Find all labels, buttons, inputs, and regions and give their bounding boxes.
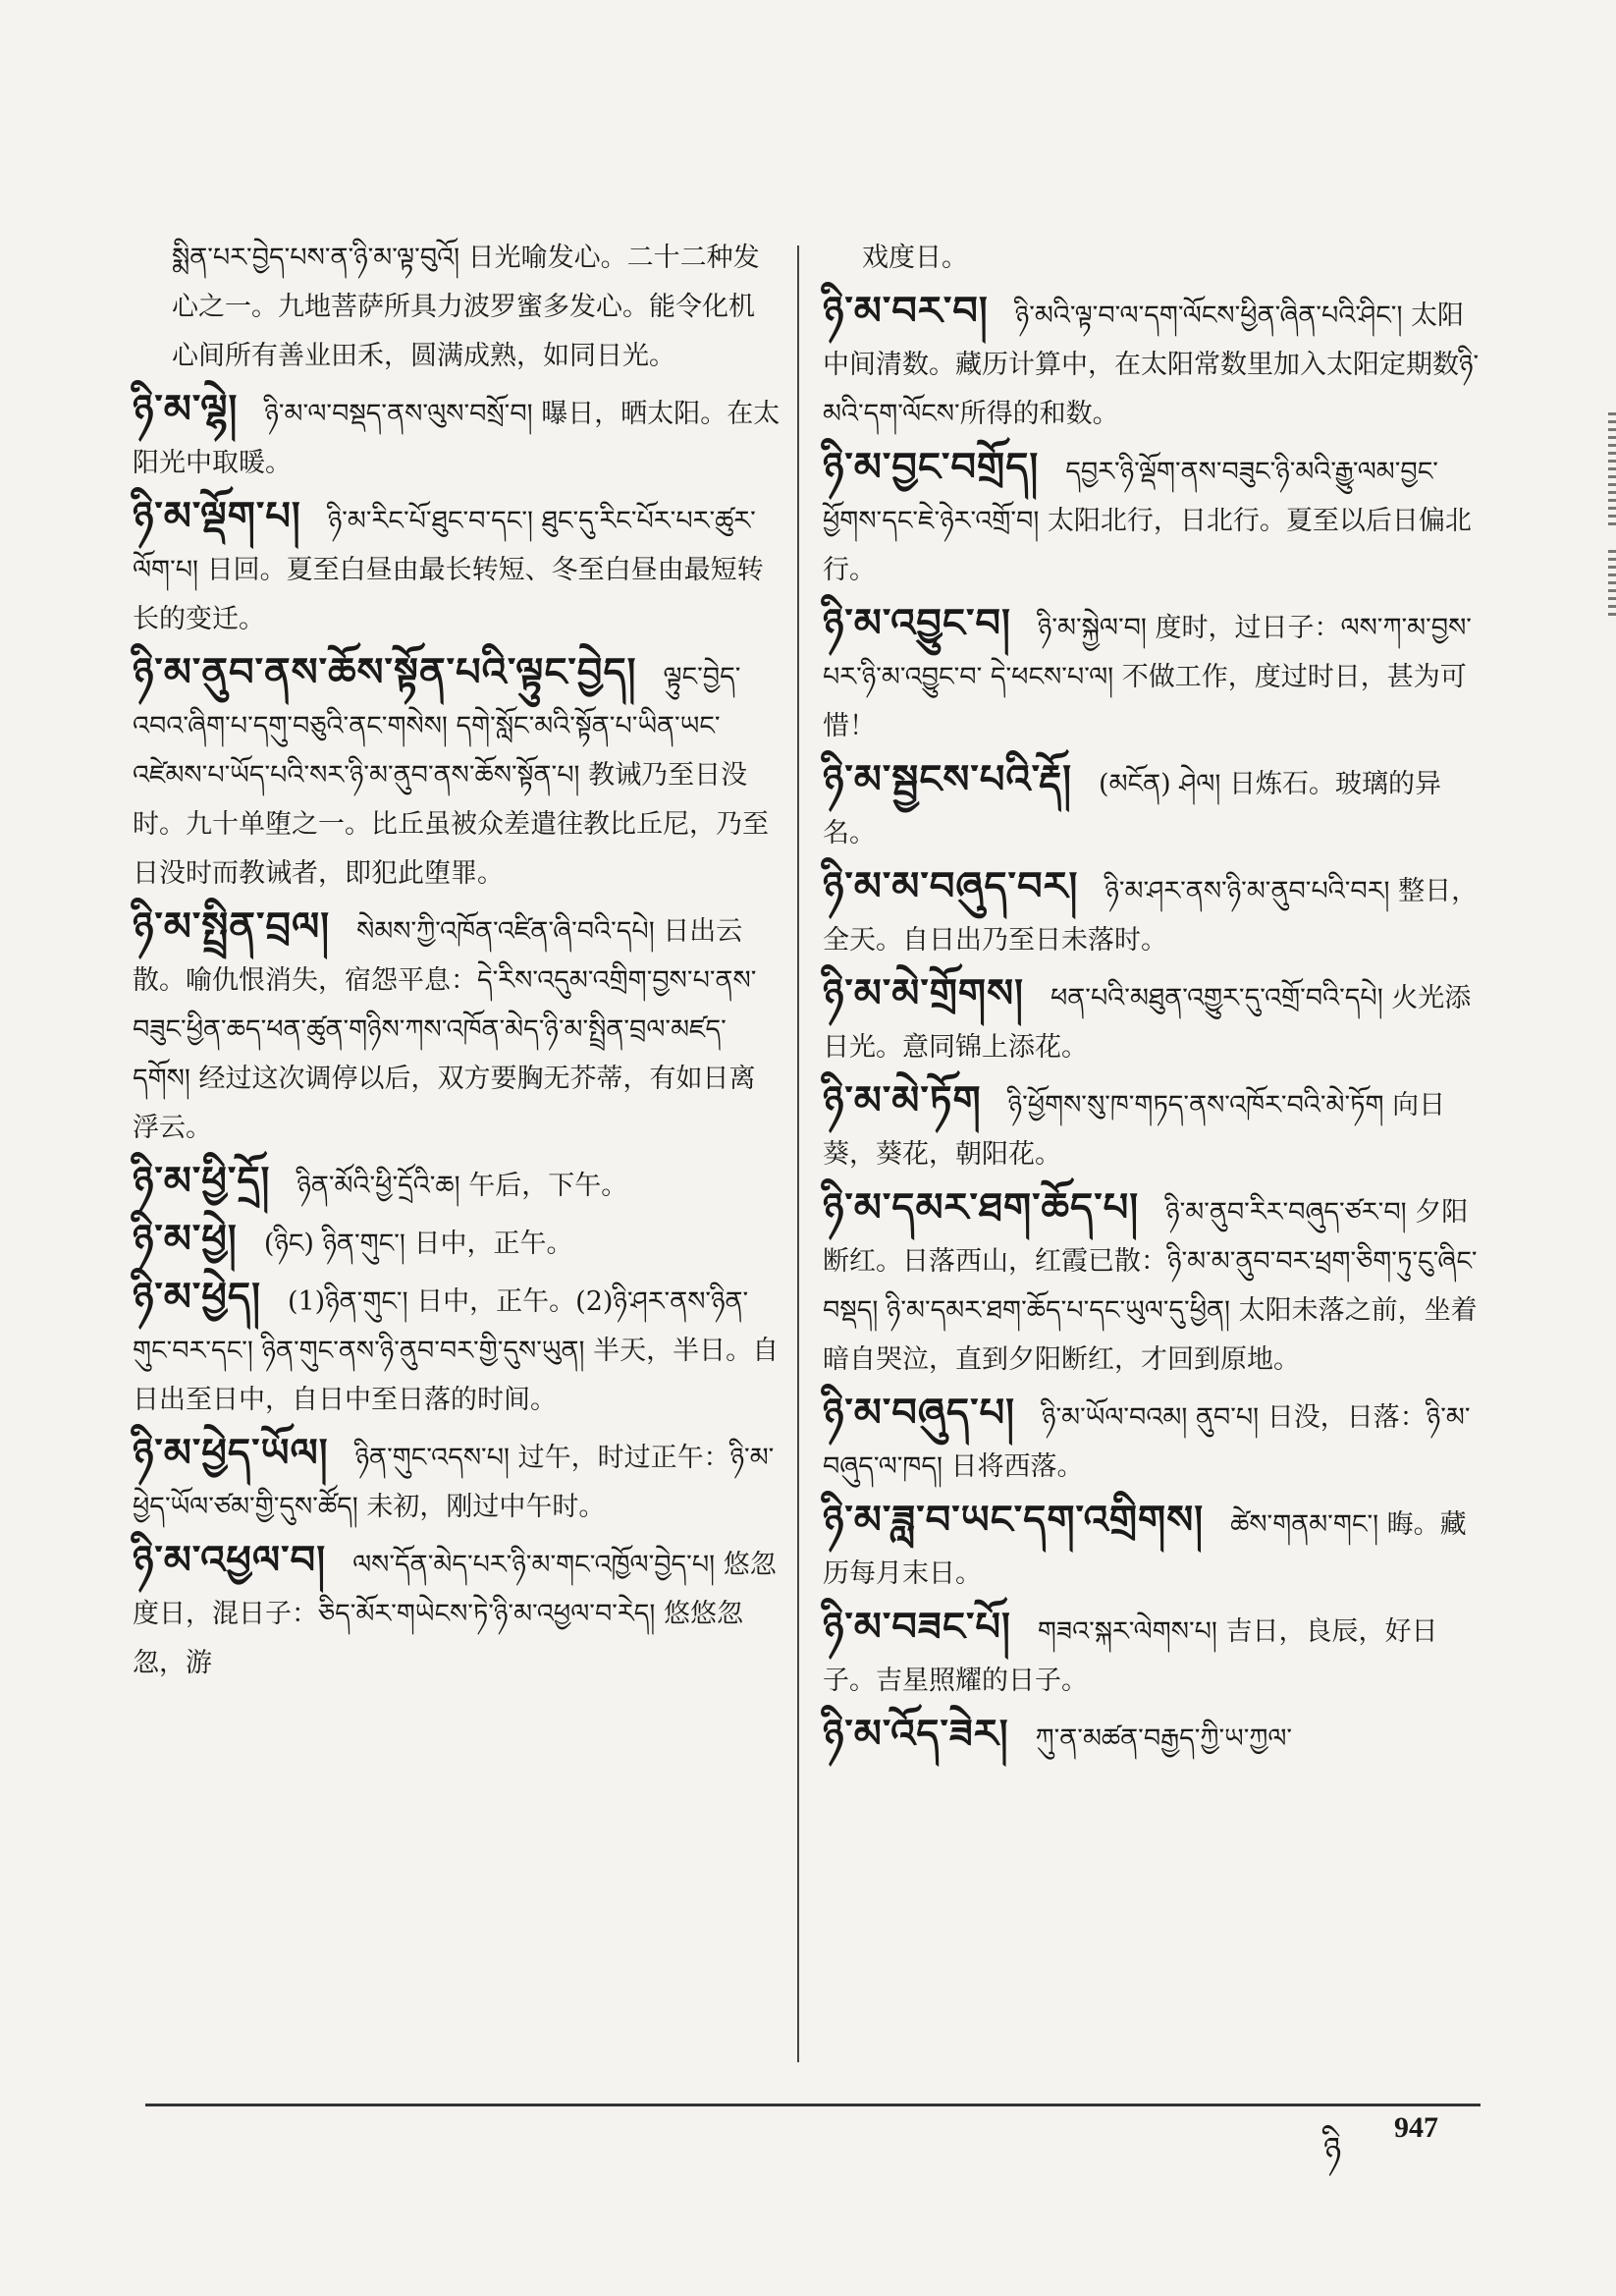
entry-definition: ཀུ་ན་མཚན་བརྒྱད་ཀྱི་ཡ་ཀྱལ་ [1035, 1723, 1293, 1754]
dictionary-entry [823, 1496, 1482, 1599]
entry-headword: ཉི་མ་ལྷེ། [133, 386, 239, 432]
entry-headword: ཉི་མ་འབྱུང་བ། [823, 600, 1011, 646]
dictionary-entry [823, 755, 1482, 858]
dictionary-entry [133, 648, 781, 899]
entry-headword: ཉི་མ་ཕྱེད། [133, 1274, 261, 1320]
dictionary-entry [133, 1429, 781, 1532]
entry-headword: ཉི་མ་མེ་གྲོགས། [823, 970, 1024, 1016]
entry-definition: ཉི་མ་རིང་པོ་ཐུང་བ་དང་། ཐུང་དུ་རིང་པོར་པར་ཚུར་ལོག་པ། 日回。夏至白昼由最长转短、冬至白昼由最短转长的变迁。 [133, 506, 764, 634]
dictionary-entry [133, 1536, 781, 1688]
dictionary-entry [133, 1215, 781, 1269]
dictionary-entry [823, 1183, 1482, 1385]
dictionary-entry [133, 1273, 781, 1425]
entry-definition: (མངོན) ཤེལ། 日炼石。玻璃的异名。 [823, 769, 1441, 848]
dictionary-entry [823, 599, 1482, 751]
entry-headword: ཉི་མ་ལྡོག་པ། [133, 493, 301, 539]
dictionary-entry [133, 902, 781, 1153]
continuation-text: 戏度日。 [862, 243, 968, 273]
entry-definition: ཚེས་གནམ་གང་། 晦。藏历每月末日。 [823, 1509, 1467, 1589]
entry-definition: ཉི་མ་ཡོལ་བའམ། ནུབ་པ། 日没，日落：ཉི་མ་བཞུད་ལ་ཁད། 日将西落。 [823, 1402, 1471, 1482]
entry-definition: ལྟུང་བྱེད་འབའ་ཞིག་པ་དགུ་བཅུའི་ནང་གསེས། དགེ་སློང་མའི་སྟོན་པ་ཡིན་ཡང་འཛེམས་པ་ཡོད་པའི་སར་ཉི་མ་ནུབ་ནས་ཆོས་སྟོན་པ། 教诫乃至日没时。九十单堕之一。比丘虽被众差遣往教比丘尼，乃至日没时而教诫者，即犯此堕罪。 [133, 662, 769, 889]
entry-headword: ཉི་མ་འཕྱལ་བ། [133, 1537, 327, 1583]
entry-headword: ཉི་མ་བྱང་བགྲོད། [823, 444, 1040, 490]
entry-definition: ཉི་མ་ཤར་ནས་ཉི་མ་ནུབ་པའི་བར། 整日，全天。自日出乃至日未落时。 [823, 876, 1479, 956]
dictionary-entry [823, 862, 1482, 965]
dictionary-entry [823, 287, 1482, 439]
dictionary-entry [823, 969, 1482, 1072]
dictionary-entry [823, 1710, 1482, 1764]
dictionary-entry [823, 1076, 1482, 1179]
dictionary-entry [823, 1603, 1482, 1706]
scan-margin-marks [1608, 412, 1616, 530]
entry-headword: ཉི་མ་བར་བ། [823, 288, 989, 334]
entry-definition: ཉི་མ་ནུབ་རིར་བཞུད་ཙར་བ། 夕阳断红。日落西山，红霞已散：ཉི་མ་མ་ནུབ་བར་ཕྲག་ཅིག་ཏུ་ངུ་ཞིང་བསྡད། ཉི་མ་དམར་ཐག་ཆོད་པ་དང་ཡུལ་དུ་ཕྱིན། 太阳未落之前，坐着暗自哭泣，直到夕阳断红，才回到原地。 [823, 1197, 1478, 1375]
entry-definition: ཉི་མ་སྐྱེལ་བ། 度时，过日子：ལས་ཀ་མ་བྱས་པར་ཉི་མ་འབྱུང་བ་ དེ་ཕངས་པ་ལ། 不做工作，度过时日，甚为可惜！ [823, 613, 1472, 741]
entry-definition: ཉིན་གུང་འདས་པ། 过午，时过正午：ཉི་མ་ཕྱེད་ཡོལ་ཙམ་གྱི་དུས་ཚོད། 未初，刚过中午时。 [133, 1443, 775, 1522]
entry-headword: ཉི་མ་ཟླ་བ་ཡང་དག་འགྲིགས། [823, 1497, 1205, 1543]
entry-headword: ཉི་མ་སྤྲིན་བྲལ། [133, 903, 331, 950]
entry-headword: ཉི་མ་འོད་ཟེར། [823, 1711, 1009, 1757]
continuation-text: སྨིན་པར་བྱེད་པས་ན་ཉི་མ་ལྟ་བུའོ། 日光喻发心。二十二种发心之一。九地菩萨所具力波罗蜜多发心。能令化机心间所有善业田禾，圆满成熟，如同日光。 [172, 243, 760, 371]
entry-headword: ཉི་མ་སྦྱངས་པའི་རྡོ། [823, 756, 1073, 802]
right-column [823, 234, 1482, 1768]
entry-headword: ཉི་མ་བཟང་པོ། [823, 1604, 1011, 1650]
entry-headword: ཉི་མ་བཞུད་པ། [823, 1390, 1015, 1436]
entry-definition: ཕན་པའི་མཐུན་འགྱུར་དུ་འགྲོ་བའི་དཔེ། 火光添日光。意同锦上添花。 [823, 983, 1472, 1063]
page-number: 947 [1394, 2111, 1438, 2144]
entry-definition: ཉིན་མོའི་ཕྱི་དྲོའི་ཆ། 午后，下午。 [296, 1171, 628, 1201]
entry-definition: སེམས་ཀྱི་འཁོན་འཛིན་ཞི་བའི་དཔེ། 日出云散。喻仇恨消失，宿怨平息：དེ་རིས་འདུམ་འགྲིག་བྱས་པ་ནས་བཟུང་ཕྱིན་ཆད་ཕན་ཚུན་གཉིས་ཀས་འཁོན་མེད་ཉི་མ་སྤྲིན་བྲལ་མཛད་དགོས། 经过这次调停以后，双方要胸无芥蒂，有如日离浮云。 [133, 916, 757, 1143]
entry-headword: ཉི་མ་མེ་ཏོག [823, 1077, 982, 1123]
entry-definition: ཉི་མའི་ལྟ་བ་ལ་དག་ལོངས་ཕྱིན་ཞིན་པའི་ཤིང་། 太阳中间清数。藏历计算中，在太阳常数里加入太阳定期数ཉི་མའི་དག་ལོངས་所得的和数。 [823, 301, 1480, 429]
footer-rule [145, 2104, 1481, 2106]
dictionary-entry [133, 385, 781, 488]
entry-headword: ཉི་མ་མ་བཞུད་བར། [823, 863, 1079, 909]
entry-definition: ཉི་ཕྱོགས་སུ་ཁ་གཏད་ནས་འཁོར་བའི་མེ་ཏོག 向日葵，葵花，朝阳花。 [823, 1090, 1446, 1170]
dictionary-entry [823, 443, 1482, 595]
entry-headword: ཉི་མ་དམར་ཐག་ཆོད་པ། [823, 1184, 1140, 1230]
dictionary-entry [133, 492, 781, 644]
scan-margin-marks [1608, 550, 1616, 619]
dictionary-entry [823, 1389, 1482, 1492]
entry-definition: ལས་དོན་མེད་པར་ཉི་མ་གང་འཁྱོལ་བྱེད་པ། 悠忽度日，混日子：ཅིད་མོར་གཡེངས་ཏེ་ཉི་མ་འཕྱལ་བ་རེད། 悠悠忽忽，游 [133, 1550, 777, 1678]
entry-definition: ཉི་མ་ལ་བསྡད་ནས་ལུས་བསྲོ་བ། 曝日，晒太阳。在太阳光中取暖。 [133, 399, 781, 478]
entry-definition: (ཉིང) ཉིན་གུང་། 日中，正午。 [263, 1229, 573, 1259]
column-divider [797, 246, 799, 2062]
entry-definition: (1)ཉིན་གུང་། 日中，正午。(2)ཉི་ཤར་ནས་ཉིན་གུང་བར་དང་། ཉིན་གུང་ནས་ཉི་ནུབ་བར་གྱི་དུས་ཡུན། 半天，半日。自日出至日中，自日中至日落的时间。 [133, 1286, 780, 1415]
entry-headword: ཉི་མ་ནུབ་ནས་ཆོས་སྟོན་པའི་ལྟུང་བྱེད། [133, 649, 637, 695]
footer-section-letter: ཉི [1323, 2130, 1342, 2169]
entry-headword: ཉི་མ་ཕྱེད་ཡོལ། [133, 1430, 329, 1476]
entry-headword: ཉི་མ་ཕྱེ། [133, 1216, 238, 1262]
entry-definition: གཟའ་སྐར་ལེགས་པ། 吉日，良辰，好日子。吉星照耀的日子。 [823, 1616, 1438, 1696]
dictionary-entry [133, 1157, 781, 1211]
left-column [133, 234, 781, 1692]
entry-definition: དབྱར་ཉི་ལྡོག་ནས་བཟུང་ཉི་མའི་རྒྱུ་ལམ་བྱང་ཕྱོགས་དང་ཇེ་ཉེར་འགྲོ་བ། 太阳北行，日北行。夏至以后日偏北行。 [823, 457, 1472, 585]
entry-headword: ཉི་མ་ཕྱི་དྲོ། [133, 1158, 271, 1204]
